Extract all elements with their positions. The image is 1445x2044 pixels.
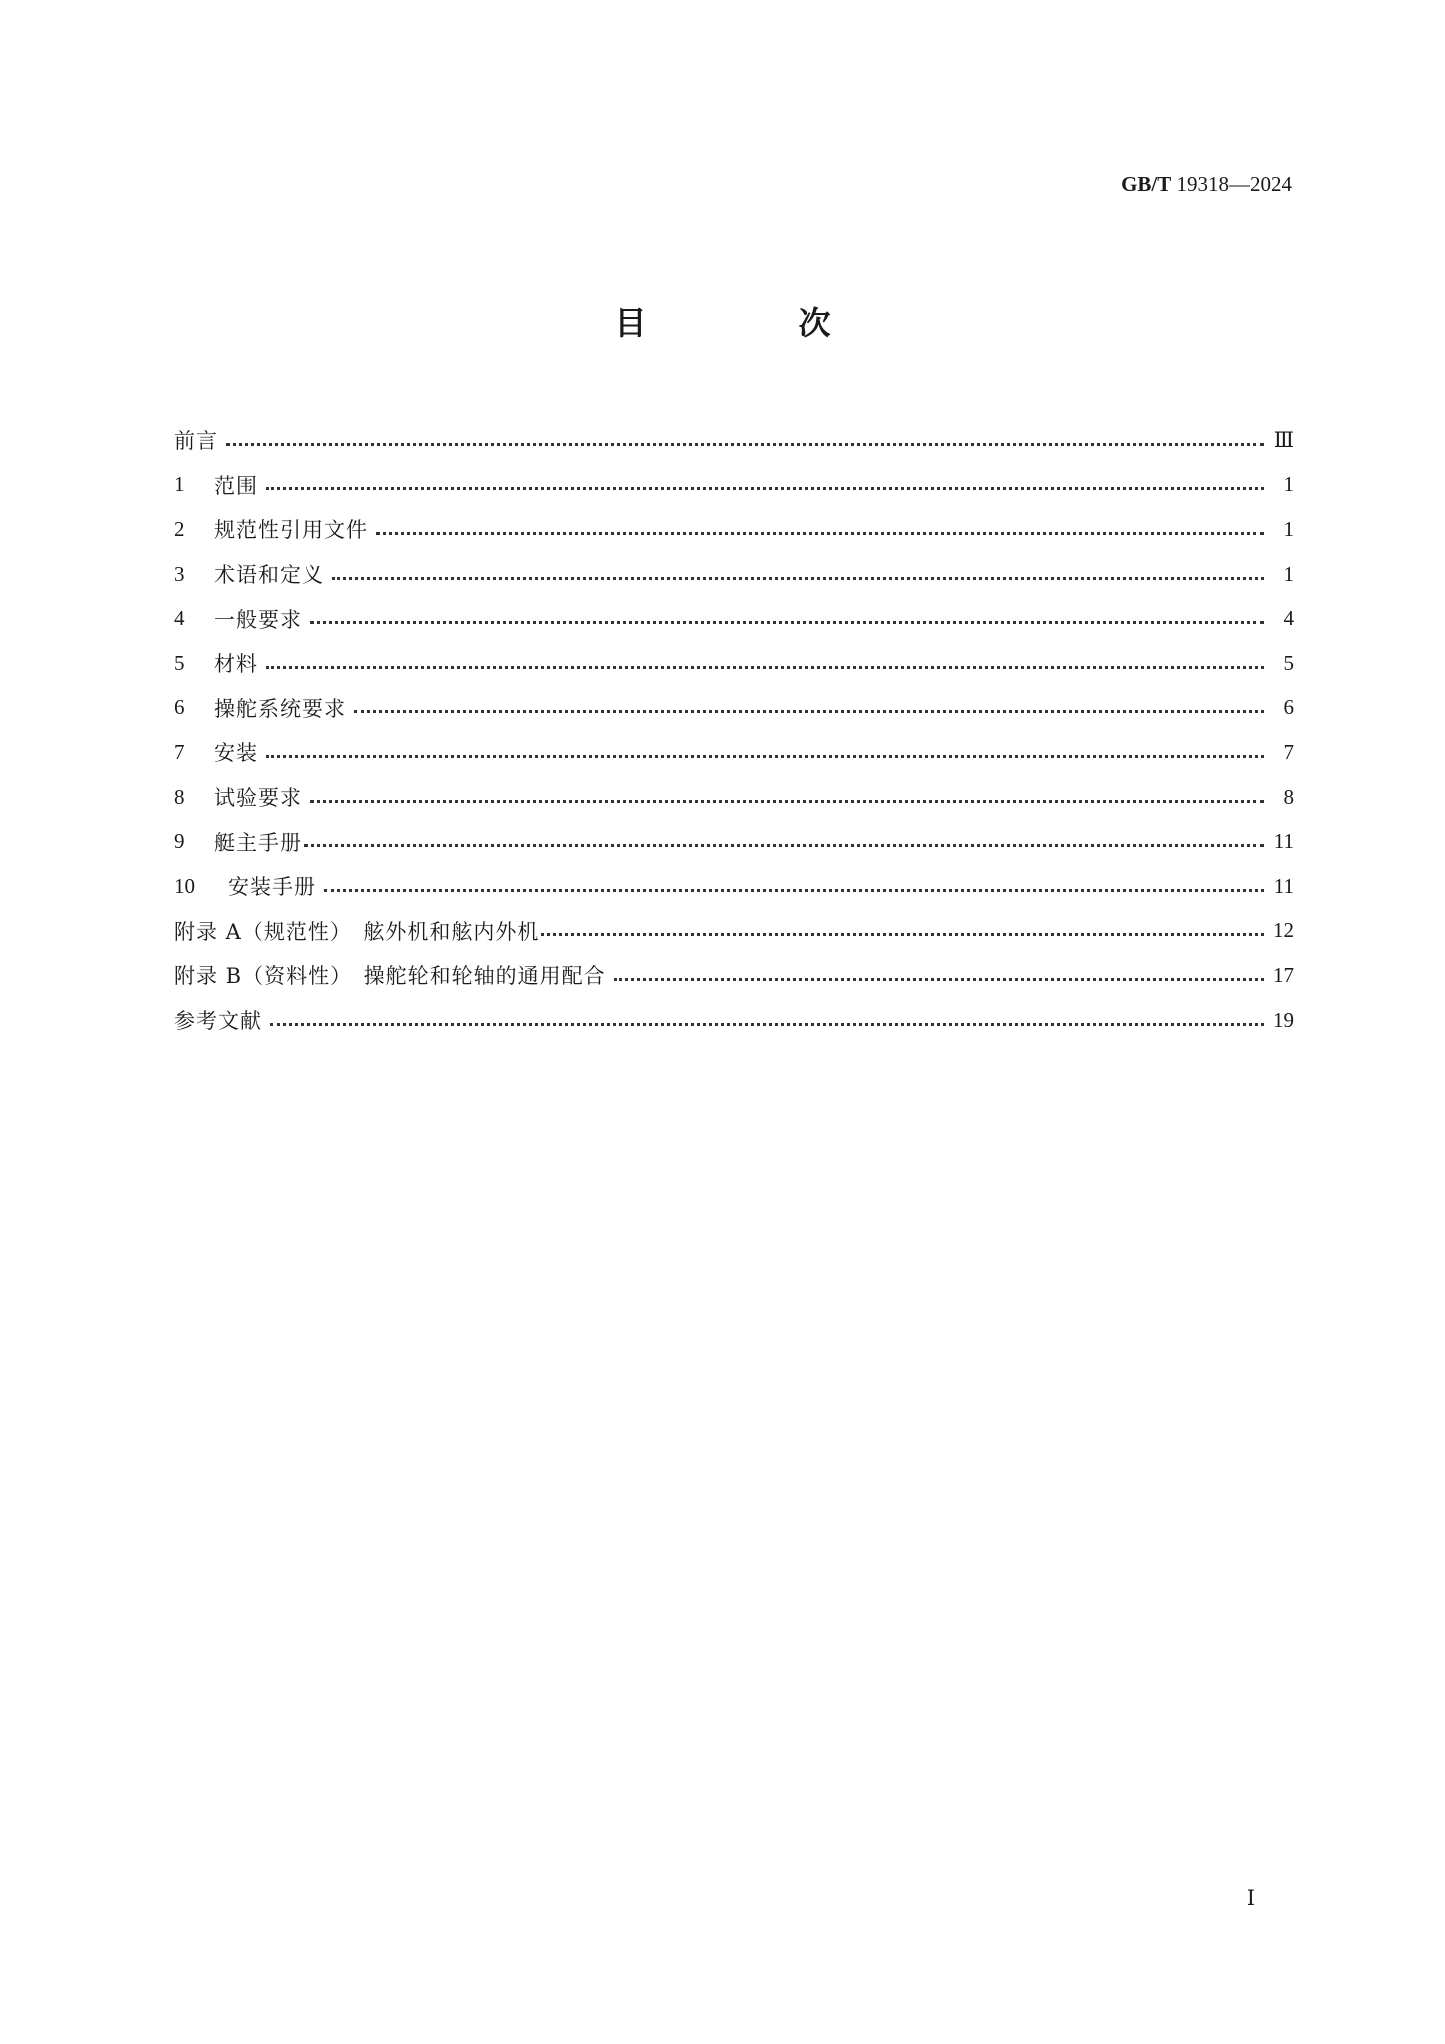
toc-entry-page: 6 bbox=[1283, 695, 1294, 720]
toc-entry-number: 9 bbox=[174, 829, 185, 854]
toc-leader-dots bbox=[266, 755, 1264, 758]
toc-entry-page: 1 bbox=[1283, 516, 1294, 541]
toc-leader-dots bbox=[332, 577, 1264, 580]
toc-entry-label: 安装 bbox=[214, 741, 258, 766]
toc-entry-label: 规范性引用文件 bbox=[214, 518, 368, 543]
toc-leader-dots bbox=[354, 710, 1264, 713]
toc-entry-label: 前言 bbox=[174, 429, 218, 454]
toc-entry-number: 1 bbox=[174, 472, 185, 497]
toc-entry-page: 8 bbox=[1283, 784, 1294, 809]
toc-entry-number: 3 bbox=[174, 561, 185, 586]
toc-entry-page: 17 bbox=[1273, 962, 1294, 987]
toc-entry-page: 4 bbox=[1283, 606, 1294, 631]
toc-entry-page: 11 bbox=[1273, 873, 1294, 898]
toc-entry-installation[interactable] bbox=[174, 730, 1294, 775]
toc-entry-label: 附录 B（资料性） 操舵轮和轮轴的通用配合 bbox=[174, 964, 606, 989]
toc-leader-dots bbox=[310, 621, 1264, 624]
toc-entry-test-requirements[interactable] bbox=[174, 775, 1294, 820]
toc-entry-steering-system[interactable] bbox=[174, 686, 1294, 731]
toc-entry-number: 10 bbox=[174, 873, 195, 898]
toc-entry-label: 范围 bbox=[214, 473, 258, 498]
toc-entry-label: 一般要求 bbox=[214, 607, 302, 632]
toc-entry-number: 8 bbox=[174, 784, 185, 809]
toc-leader-dots bbox=[304, 844, 1264, 847]
toc-entry-bibliography[interactable] bbox=[174, 998, 1294, 1043]
toc-entry-owner-manual[interactable] bbox=[174, 819, 1294, 864]
toc-entry-number: 4 bbox=[174, 606, 185, 631]
toc-leader-dots bbox=[310, 800, 1264, 803]
toc-leader-dots bbox=[270, 1023, 1264, 1026]
toc-entry-foreword[interactable] bbox=[174, 418, 1294, 463]
standard-number: 19318—2024 bbox=[1176, 172, 1292, 196]
table-of-contents bbox=[174, 418, 1294, 1042]
toc-entry-annex-b[interactable] bbox=[174, 953, 1294, 998]
toc-entry-number: 7 bbox=[174, 739, 185, 764]
toc-entry-label: 安装手册 bbox=[228, 875, 316, 900]
toc-entry-general-requirements[interactable] bbox=[174, 596, 1294, 641]
page-title: 目 次 bbox=[614, 304, 891, 342]
standard-code bbox=[1121, 172, 1292, 197]
toc-entry-number: 6 bbox=[174, 695, 185, 720]
standard-prefix: GB/T bbox=[1121, 172, 1172, 196]
toc-entry-terms[interactable] bbox=[174, 552, 1294, 597]
toc-entry-page: 12 bbox=[1273, 918, 1294, 943]
toc-leader-dots bbox=[614, 978, 1264, 981]
toc-entry-page: Ⅲ bbox=[1273, 427, 1294, 452]
toc-entry-materials[interactable] bbox=[174, 641, 1294, 686]
toc-entry-annex-a[interactable] bbox=[174, 909, 1294, 954]
toc-entry-installation-manual[interactable] bbox=[174, 864, 1294, 909]
toc-leader-dots bbox=[541, 933, 1264, 936]
toc-entry-number: 2 bbox=[174, 516, 185, 541]
toc-entry-label: 参考文献 bbox=[174, 1009, 262, 1034]
toc-entry-page: 11 bbox=[1273, 829, 1294, 854]
toc-leader-dots bbox=[226, 443, 1264, 446]
toc-leader-dots bbox=[376, 532, 1264, 535]
toc-entry-number: 5 bbox=[174, 650, 185, 675]
toc-entry-page: 1 bbox=[1283, 472, 1294, 497]
toc-entry-label: 附录 A（规范性） 舷外机和舷内外机 bbox=[174, 919, 540, 944]
toc-entry-page: 19 bbox=[1273, 1007, 1294, 1032]
toc-entry-label: 艇主手册 bbox=[214, 830, 302, 855]
toc-leader-dots bbox=[324, 889, 1264, 892]
toc-entry-label: 试验要求 bbox=[214, 786, 302, 811]
toc-entry-page: 1 bbox=[1283, 561, 1294, 586]
toc-entry-page: 5 bbox=[1283, 650, 1294, 675]
toc-entry-label: 术语和定义 bbox=[214, 563, 324, 588]
toc-entry-label: 操舵系统要求 bbox=[214, 696, 346, 721]
toc-entry-label: 材料 bbox=[214, 652, 258, 677]
page-number: Ⅰ bbox=[1246, 1886, 1255, 1910]
toc-leader-dots bbox=[266, 487, 1264, 490]
toc-entry-normative-references[interactable] bbox=[174, 507, 1294, 552]
toc-entry-page: 7 bbox=[1283, 739, 1294, 764]
toc-leader-dots bbox=[266, 666, 1264, 669]
toc-entry-scope[interactable] bbox=[174, 463, 1294, 508]
